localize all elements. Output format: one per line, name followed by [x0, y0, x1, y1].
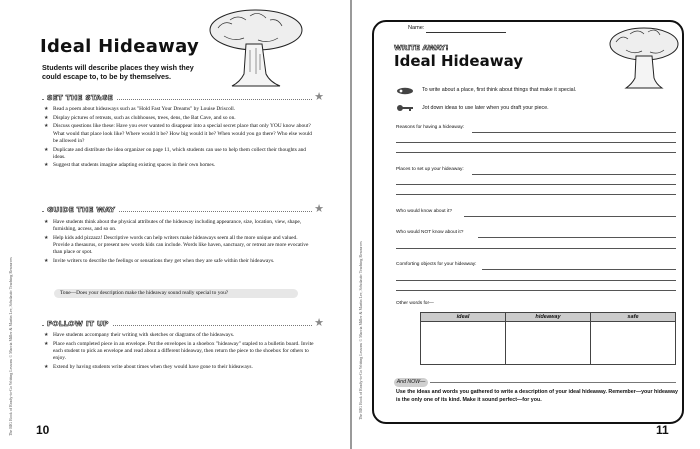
list-item: ★ Place each completed piece in an envelope. Put the envelopes in a shoebox "hideaway" stapled to a bulletin board. Invite each student to pick an envelope and read about a different hideaway, then return the piece to the shoebox for others to enjoy. — [44, 341, 314, 363]
section-label: GUIDE THE WAY — [44, 205, 118, 214]
page-title: Ideal Hideaway — [40, 36, 200, 57]
field-label-who-not: Who would NOT know about it? — [396, 230, 464, 235]
list-item: ★ Have students accompany their writing with sketches or diagrams of the hideaways. — [44, 332, 314, 339]
pencil-icon — [396, 87, 414, 95]
tree-illustration — [602, 22, 682, 92]
copyright-sidebar: The BIG Book of Ready-to-Go Writing Lessons © Marcia Miller & Martin Lee, Scholastic Teaching Resources — [8, 257, 13, 436]
page-number: 11 — [656, 423, 669, 437]
field-line — [396, 194, 676, 195]
section-heading-follow-it-up — [0, 318, 326, 331]
set-the-stage-list — [44, 106, 314, 171]
column-header-ideal: ideal — [421, 313, 506, 322]
field-line — [396, 248, 676, 249]
field-line — [472, 132, 676, 133]
star-icon: ★ — [314, 317, 324, 329]
table-cell — [506, 322, 591, 365]
field-line — [396, 290, 676, 291]
field-label-reasons: Reasons for having a hideaway: — [396, 125, 465, 130]
column-header-safe: safe — [591, 313, 676, 322]
list-item: ★ Have students think about the physical attributes of the hideaway including appearance, size, location, view, shape, furnishing, access, and so on. — [44, 219, 314, 233]
field-label-who-knows: Who would know about it? — [396, 209, 452, 214]
final-instructions: Use the ideas and words you gathered to write a description of your ideal hideaway. Remember—your hideaway is the only one of its kind. Make it sound perfect—for you. — [396, 389, 678, 403]
section-heading-set-the-stage — [0, 92, 326, 105]
field-line — [396, 280, 676, 281]
list-item: ★ Invite writers to describe the feelings or sensations they get when they are safe within their hideaways. — [44, 258, 314, 265]
list-item: ★ Extend by having students write about times when they would have gone to their hideaways. — [44, 364, 314, 371]
other-words-table — [420, 312, 676, 365]
table-cell — [591, 322, 676, 365]
tree-illustration — [200, 4, 308, 90]
field-line — [396, 142, 676, 143]
and-now-rule — [430, 382, 676, 383]
copyright-sidebar: The BIG Book of Ready-to-Go Writing Lessons © Marcia Miller & Martin Lee, Scholastic Teaching Resources — [358, 241, 363, 420]
list-item: ★ Read a poem about hideaways such as "Hold Fast Your Dreams" by Louise Driscoll. — [44, 106, 314, 113]
field-line — [472, 174, 676, 175]
section-label: FOLLOW IT UP — [44, 319, 112, 328]
worksheet-title: Ideal Hideaway — [394, 52, 524, 70]
list-item: ★ Discuss questions like these: Have you ever wanted to disappear into a special secret place that only YOU know about? What would that place look like? Where would it be? How big would it be? When would you go there? Who else would be allowed in? — [44, 123, 314, 145]
and-now-label: And NOW— — [394, 378, 428, 387]
field-label-other-words: Other words for— — [396, 301, 434, 306]
field-label-comforting: Comforting objects for your hideaway: — [396, 262, 477, 267]
page-number: 10 — [36, 423, 50, 437]
key-icon — [396, 104, 414, 112]
write-away-banner: WRITE AWAY! — [394, 43, 449, 52]
field-label-places: Places to set up your hideaway: — [396, 167, 464, 172]
name-label: Name: — [408, 25, 425, 31]
list-item: ★ Display pictures of retreats, such as clubhouses, trees, dens, the Bat Cave, and so on. — [44, 115, 314, 122]
field-line — [482, 269, 676, 270]
section-heading-guide-the-way — [0, 204, 326, 217]
field-line — [478, 237, 676, 238]
list-item: ★ Suggest that students imagine adapting existing spaces in their own homes. — [44, 162, 314, 169]
field-line — [396, 184, 676, 185]
instruction-jot: Jot down ideas to use later when you draft your piece. — [422, 105, 549, 111]
field-line — [464, 216, 676, 217]
star-icon: ★ — [314, 91, 324, 103]
guide-the-way-list — [44, 219, 314, 267]
list-item: ★ Help kids add pizzazz! Descriptive words can help writers make hideaways seem all the more unique and valued. Provide a thesaurus, or present new words kids can include. Words like haven, sanctuary, or retreat are more evocative than place or spot. — [44, 235, 314, 257]
page-subtitle: Students will describe places they wish they could escape to, to be by themselves. — [42, 63, 194, 81]
right-page — [352, 0, 700, 449]
list-item: ★ Duplicate and distribute the idea organizer on page 11, which students can use to help them collect their thoughts and ideas. — [44, 147, 314, 161]
name-line — [426, 32, 506, 33]
field-line — [396, 152, 676, 153]
table-cell — [421, 322, 506, 365]
star-icon: ★ — [314, 203, 324, 215]
section-label: SET THE STAGE — [44, 93, 116, 102]
follow-it-up-list — [44, 332, 314, 373]
tone-callout: Tone—Does your description make the hideaway sound really special to you? — [54, 289, 298, 298]
column-header-hideaway: hideaway — [506, 313, 591, 322]
instruction-think: To write about a place, first think about things that make it special. — [422, 87, 577, 93]
